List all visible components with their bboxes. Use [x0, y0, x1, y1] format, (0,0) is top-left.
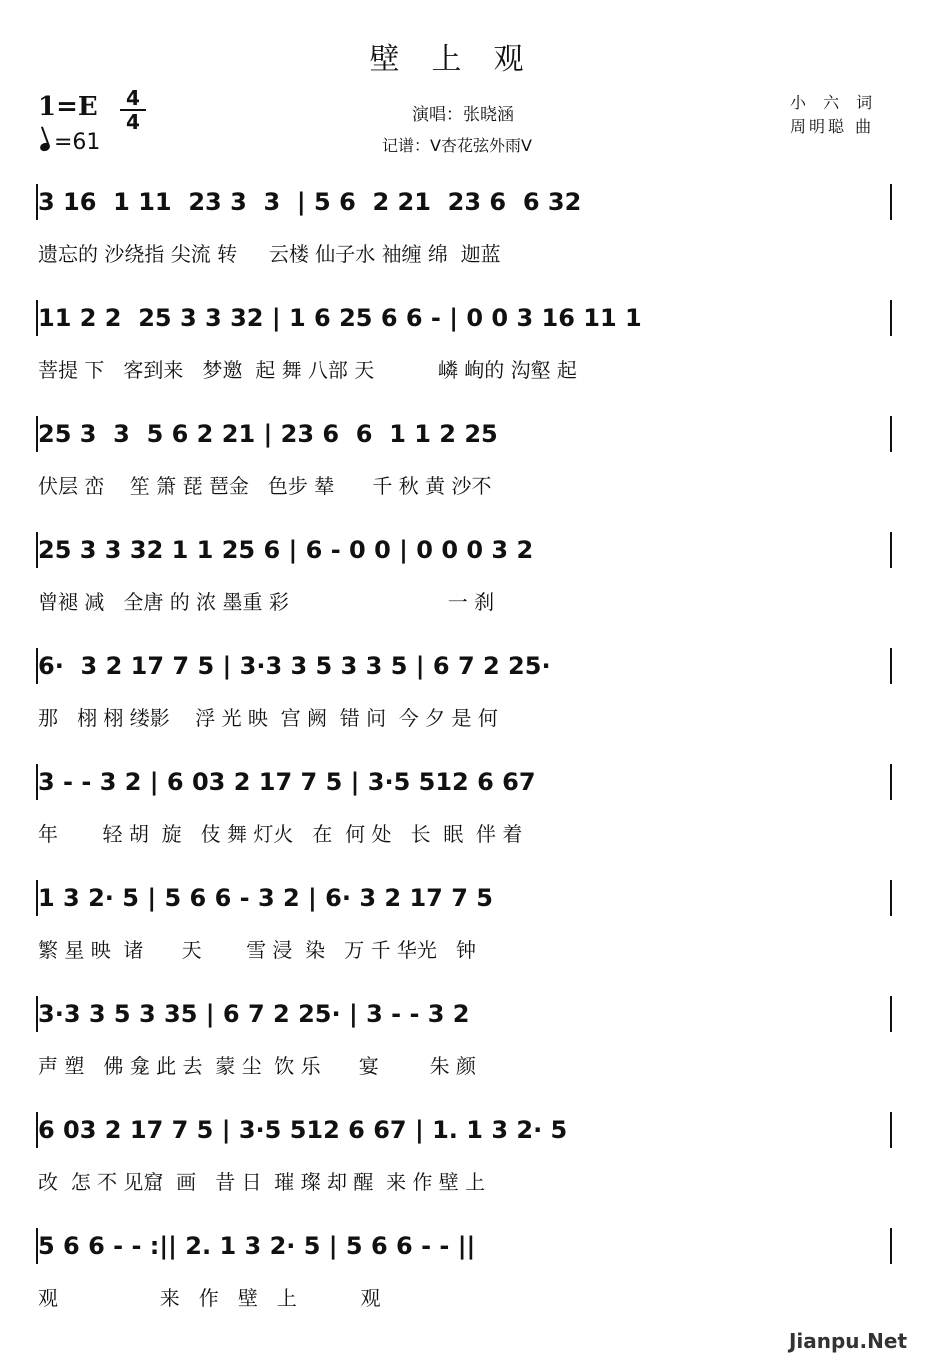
notation-row: 6 03 2 17 7 5 | 3·5 512 6 67 | 1. 1 3 2· 5 [38, 1116, 568, 1144]
quarter-note-icon [39, 142, 51, 153]
barline [890, 648, 892, 684]
meter-bottom: 4 [126, 110, 140, 134]
lyrics-row: 观 来 作 壁 上 观 [38, 1286, 381, 1310]
notation-row: 6· 3 2 17 7 5 | 3·3 3 5 3 3 5 | 6 7 2 25· [38, 652, 551, 680]
tempo-value: =61 [54, 130, 101, 155]
barline [890, 532, 892, 568]
lyrics-row: 声 塑 佛 龛 此 去 蒙 尘 饮 乐 宴 朱 颜 [38, 1054, 477, 1078]
notation-row: 1 3 2· 5 | 5 6 6 - 3 2 | 6· 3 2 17 7 5 [38, 884, 493, 912]
lyrics-row: 年 轻 胡 旋 伎 舞 灯火 在 何 处 长 眠 伴 着 [38, 822, 523, 846]
site-watermark: Jianpu.Net [788, 1329, 907, 1353]
key-signature: 1=E [38, 92, 98, 122]
barline [36, 1112, 38, 1148]
notation-row: 11 2 2 25 3 3 32 | 1 6 25 6 6 - | 0 0 3 16 11 1 [38, 304, 642, 332]
barline [36, 764, 38, 800]
transcriber-credit: 记谱：V杏花弦外雨V [382, 136, 532, 155]
lyrics-row: 繁 星 映 诸 天 雪 浸 染 万 千 华光 钟 [38, 938, 477, 962]
time-signature [120, 88, 146, 132]
notation-row: 5 6 6 - - :|| 2. 1 3 2· 5 | 5 6 6 - - || [38, 1232, 476, 1260]
lyrics-row: 菩提 下 客到来 梦邀 起 舞 八部 天 嶙 峋的 沟壑 起 [38, 358, 577, 382]
notation-row: 3·3 3 5 3 35 | 6 7 2 25· | 3 - - 3 2 [38, 1000, 470, 1028]
barline [36, 996, 38, 1032]
notation-row: 25 3 3 32 1 1 25 6 | 6 - 0 0 | 0 0 0 3 2 [38, 536, 534, 564]
lyrics-row: 改 怎 不 见窟 画 昔 日 璀 璨 却 醒 来 作 壁 上 [38, 1170, 486, 1194]
singer-credit: 演唱：张晓涵 [412, 105, 514, 125]
lyrics-row: 曾褪 减 全唐 的 浓 墨重 彩 一 刹 [38, 590, 495, 614]
notation-row: 25 3 3 5 6 2 21 | 23 6 6 1 1 2 25 [38, 420, 498, 448]
lyrics-row: 伏层 峦 笙 箫 琵 琶金 色步 辇 千 秋 黄 沙不 [38, 474, 492, 498]
barline [890, 1112, 892, 1148]
barline [890, 880, 892, 916]
lyrics-row: 那 栩 栩 缕影 浮 光 映 宫 阙 错 问 今 夕 是 何 [38, 706, 498, 730]
page-title: 壁上观 [369, 42, 556, 77]
barline [890, 416, 892, 452]
barline [36, 1228, 38, 1264]
barline [36, 648, 38, 684]
lyrics-row: 遗忘的 沙绕指 尖流 转 云楼 仙子水 袖缠 绵 迦蓝 [38, 242, 501, 266]
barline [890, 300, 892, 336]
barline [36, 184, 38, 220]
notation-row: 3 - - 3 2 | 6 03 2 17 7 5 | 3·5 512 6 67 [38, 768, 536, 796]
barline [36, 416, 38, 452]
barline [36, 880, 38, 916]
composer-credit: 周明聪 曲 [790, 117, 875, 136]
barline [36, 300, 38, 336]
meter-top: 4 [126, 86, 140, 110]
barline [890, 184, 892, 220]
tempo-marking [40, 130, 100, 155]
barline [36, 532, 38, 568]
lyricist-credit: 小 六 词 [790, 93, 879, 112]
barline [890, 996, 892, 1032]
notation-row: 3 16 1 11 23 3 3 | 5 6 2 21 23 6 6 32 [38, 188, 582, 216]
barline [890, 1228, 892, 1264]
barline [890, 764, 892, 800]
